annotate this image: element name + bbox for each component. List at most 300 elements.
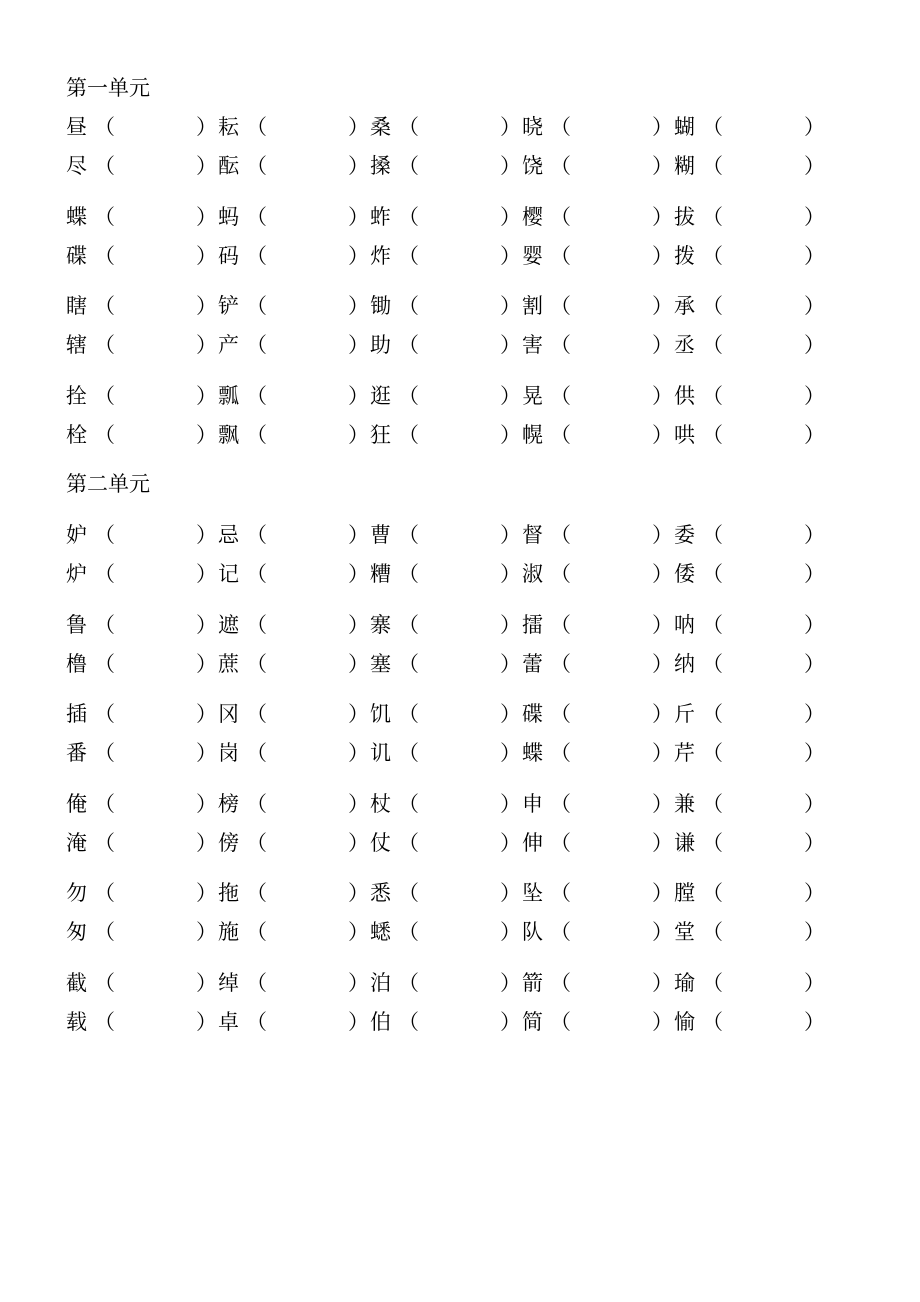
right-paren: ） [348, 562, 369, 586]
chinese-character: 昼 [66, 115, 87, 139]
right-paren: ） [652, 652, 673, 676]
left-paren: （ [550, 115, 571, 139]
right-paren: ） [804, 920, 825, 944]
left-paren: （ [246, 294, 267, 318]
right-paren: ） [804, 384, 825, 408]
left-paren: （ [550, 523, 571, 547]
right-paren: ） [348, 205, 369, 229]
char-row [66, 113, 846, 141]
right-paren: ） [196, 652, 217, 676]
chinese-character: 铲 [218, 294, 239, 318]
chinese-character: 炉 [66, 562, 87, 586]
left-paren: （ [246, 741, 267, 765]
left-paren: （ [702, 971, 723, 995]
right-paren: ） [652, 881, 673, 905]
right-paren: ） [804, 881, 825, 905]
right-paren: ） [652, 792, 673, 816]
chinese-character: 搡 [370, 154, 391, 178]
left-paren: （ [550, 702, 571, 726]
chinese-character: 产 [218, 333, 239, 357]
right-paren: ） [652, 154, 673, 178]
right-paren: ） [348, 920, 369, 944]
right-paren: ） [804, 613, 825, 637]
chinese-character: 寨 [370, 613, 391, 637]
chinese-character: 耘 [218, 115, 239, 139]
right-paren: ） [652, 384, 673, 408]
chinese-character: 队 [522, 920, 543, 944]
chinese-character: 俺 [66, 792, 87, 816]
right-paren: ） [804, 1010, 825, 1034]
left-paren: （ [94, 881, 115, 905]
chinese-character: 督 [522, 523, 543, 547]
chinese-character: 斤 [674, 702, 695, 726]
right-paren: ） [652, 920, 673, 944]
chinese-character: 酝 [218, 154, 239, 178]
char-row [66, 879, 846, 907]
char-row [66, 152, 846, 180]
left-paren: （ [550, 154, 571, 178]
left-paren: （ [550, 831, 571, 855]
right-paren: ） [652, 702, 673, 726]
chinese-character: 蝶 [522, 741, 543, 765]
chinese-character: 纳 [674, 652, 695, 676]
right-paren: ） [804, 205, 825, 229]
right-paren: ） [804, 702, 825, 726]
left-paren: （ [94, 294, 115, 318]
right-paren: ） [500, 831, 521, 855]
char-row [66, 790, 846, 818]
right-paren: ） [196, 831, 217, 855]
right-paren: ） [196, 613, 217, 637]
left-paren: （ [398, 333, 419, 357]
left-paren: （ [94, 523, 115, 547]
char-row [66, 242, 846, 270]
right-paren: ） [196, 154, 217, 178]
right-paren: ） [500, 702, 521, 726]
left-paren: （ [550, 881, 571, 905]
chinese-character: 悉 [370, 881, 391, 905]
left-paren: （ [398, 423, 419, 447]
left-paren: （ [702, 920, 723, 944]
right-paren: ） [196, 920, 217, 944]
right-paren: ） [500, 562, 521, 586]
right-paren: ） [804, 652, 825, 676]
left-paren: （ [550, 244, 571, 268]
left-paren: （ [550, 971, 571, 995]
right-paren: ） [196, 562, 217, 586]
left-paren: （ [550, 613, 571, 637]
left-paren: （ [702, 384, 723, 408]
right-paren: ） [652, 244, 673, 268]
left-paren: （ [94, 652, 115, 676]
right-paren: ） [804, 244, 825, 268]
char-row [66, 611, 846, 639]
right-paren: ） [196, 384, 217, 408]
left-paren: （ [702, 294, 723, 318]
chinese-character: 施 [218, 920, 239, 944]
right-paren: ） [804, 741, 825, 765]
right-paren: ） [652, 115, 673, 139]
chinese-character: 糊 [674, 154, 695, 178]
chinese-character: 蚱 [370, 205, 391, 229]
left-paren: （ [398, 792, 419, 816]
right-paren: ） [500, 115, 521, 139]
chinese-character: 绰 [218, 971, 239, 995]
left-paren: （ [94, 562, 115, 586]
unit-title: 第一单元 [66, 76, 150, 100]
left-paren: （ [94, 423, 115, 447]
chinese-character: 简 [522, 1010, 543, 1034]
right-paren: ） [652, 333, 673, 357]
chinese-character: 丞 [674, 333, 695, 357]
chinese-character: 岗 [218, 741, 239, 765]
chinese-character: 供 [674, 384, 695, 408]
char-row [66, 969, 846, 997]
left-paren: （ [550, 920, 571, 944]
left-paren: （ [246, 115, 267, 139]
right-paren: ） [500, 205, 521, 229]
right-paren: ） [804, 423, 825, 447]
right-paren: ） [804, 792, 825, 816]
chinese-character: 割 [522, 294, 543, 318]
left-paren: （ [398, 741, 419, 765]
chinese-character: 瓢 [218, 384, 239, 408]
chinese-character: 辖 [66, 333, 87, 357]
right-paren: ） [348, 244, 369, 268]
right-paren: ） [804, 115, 825, 139]
right-paren: ） [500, 792, 521, 816]
right-paren: ） [196, 333, 217, 357]
right-paren: ） [804, 154, 825, 178]
left-paren: （ [398, 971, 419, 995]
left-paren: （ [702, 881, 723, 905]
left-paren: （ [94, 613, 115, 637]
chinese-character: 伯 [370, 1010, 391, 1034]
chinese-character: 泊 [370, 971, 391, 995]
right-paren: ） [652, 294, 673, 318]
left-paren: （ [702, 652, 723, 676]
left-paren: （ [550, 423, 571, 447]
left-paren: （ [94, 205, 115, 229]
chinese-character: 勿 [66, 881, 87, 905]
left-paren: （ [398, 881, 419, 905]
chinese-character: 榜 [218, 792, 239, 816]
char-row [66, 292, 846, 320]
left-paren: （ [702, 205, 723, 229]
right-paren: ） [196, 423, 217, 447]
left-paren: （ [702, 244, 723, 268]
right-paren: ） [196, 792, 217, 816]
chinese-character: 忌 [218, 523, 239, 547]
right-paren: ） [500, 741, 521, 765]
left-paren: （ [246, 523, 267, 547]
chinese-character: 讥 [370, 741, 391, 765]
chinese-character: 狂 [370, 423, 391, 447]
right-paren: ） [348, 294, 369, 318]
right-paren: ） [348, 613, 369, 637]
char-row [66, 521, 846, 549]
chinese-character: 饥 [370, 702, 391, 726]
left-paren: （ [702, 792, 723, 816]
chinese-character: 拖 [218, 881, 239, 905]
left-paren: （ [246, 652, 267, 676]
chinese-character: 芹 [674, 741, 695, 765]
chinese-character: 樱 [522, 205, 543, 229]
right-paren: ） [348, 115, 369, 139]
left-paren: （ [398, 831, 419, 855]
left-paren: （ [550, 741, 571, 765]
char-row [66, 421, 846, 449]
right-paren: ） [196, 702, 217, 726]
left-paren: （ [94, 920, 115, 944]
chinese-character: 卓 [218, 1010, 239, 1034]
left-paren: （ [550, 205, 571, 229]
left-paren: （ [94, 971, 115, 995]
right-paren: ） [804, 831, 825, 855]
left-paren: （ [246, 333, 267, 357]
right-paren: ） [500, 384, 521, 408]
chinese-character: 哄 [674, 423, 695, 447]
chinese-character: 载 [66, 1010, 87, 1034]
chinese-character: 淹 [66, 831, 87, 855]
right-paren: ） [348, 831, 369, 855]
char-row [66, 918, 846, 946]
chinese-character: 拨 [674, 244, 695, 268]
left-paren: （ [94, 702, 115, 726]
right-paren: ） [652, 1010, 673, 1034]
right-paren: ） [348, 792, 369, 816]
left-paren: （ [702, 831, 723, 855]
right-paren: ） [348, 384, 369, 408]
left-paren: （ [550, 792, 571, 816]
left-paren: （ [702, 702, 723, 726]
left-paren: （ [398, 523, 419, 547]
left-paren: （ [246, 881, 267, 905]
chinese-character: 拴 [66, 384, 87, 408]
char-row [66, 829, 846, 857]
right-paren: ） [500, 652, 521, 676]
right-paren: ） [196, 741, 217, 765]
chinese-character: 截 [66, 971, 87, 995]
right-paren: ） [348, 881, 369, 905]
chinese-character: 坠 [522, 881, 543, 905]
left-paren: （ [94, 244, 115, 268]
left-paren: （ [246, 971, 267, 995]
left-paren: （ [702, 423, 723, 447]
right-paren: ） [500, 1010, 521, 1034]
chinese-character: 蝶 [66, 205, 87, 229]
right-paren: ） [652, 205, 673, 229]
chinese-character: 尽 [66, 154, 87, 178]
chinese-character: 蚂 [218, 205, 239, 229]
chinese-character: 谦 [674, 831, 695, 855]
right-paren: ） [500, 613, 521, 637]
left-paren: （ [702, 1010, 723, 1034]
right-paren: ） [348, 702, 369, 726]
right-paren: ） [348, 423, 369, 447]
left-paren: （ [398, 652, 419, 676]
left-paren: （ [94, 792, 115, 816]
chinese-character: 番 [66, 741, 87, 765]
left-paren: （ [246, 1010, 267, 1034]
chinese-character: 愉 [674, 1010, 695, 1034]
chinese-character: 箭 [522, 971, 543, 995]
chinese-character: 委 [674, 523, 695, 547]
right-paren: ） [500, 881, 521, 905]
right-paren: ） [804, 562, 825, 586]
left-paren: （ [702, 741, 723, 765]
left-paren: （ [246, 920, 267, 944]
chinese-character: 妒 [66, 523, 87, 547]
right-paren: ） [196, 205, 217, 229]
chinese-character: 匆 [66, 920, 87, 944]
chinese-character: 锄 [370, 294, 391, 318]
left-paren: （ [398, 384, 419, 408]
right-paren: ） [652, 613, 673, 637]
right-paren: ） [348, 652, 369, 676]
left-paren: （ [246, 613, 267, 637]
left-paren: （ [550, 294, 571, 318]
char-row [66, 382, 846, 410]
chinese-character: 栓 [66, 423, 87, 447]
right-paren: ） [196, 1010, 217, 1034]
chinese-character: 瞎 [66, 294, 87, 318]
left-paren: （ [94, 333, 115, 357]
left-paren: （ [398, 294, 419, 318]
chinese-character: 害 [522, 333, 543, 357]
right-paren: ） [348, 1010, 369, 1034]
chinese-character: 塞 [370, 652, 391, 676]
right-paren: ） [196, 971, 217, 995]
left-paren: （ [398, 244, 419, 268]
right-paren: ） [348, 971, 369, 995]
chinese-character: 桑 [370, 115, 391, 139]
left-paren: （ [702, 523, 723, 547]
char-row [66, 331, 846, 359]
chinese-character: 晃 [522, 384, 543, 408]
chinese-character: 记 [218, 562, 239, 586]
left-paren: （ [398, 154, 419, 178]
right-paren: ） [196, 881, 217, 905]
left-paren: （ [246, 562, 267, 586]
right-paren: ） [652, 562, 673, 586]
left-paren: （ [702, 562, 723, 586]
left-paren: （ [246, 384, 267, 408]
chinese-character: 饶 [522, 154, 543, 178]
left-paren: （ [94, 1010, 115, 1034]
right-paren: ） [348, 154, 369, 178]
right-paren: ） [652, 741, 673, 765]
right-paren: ） [804, 333, 825, 357]
chinese-character: 傍 [218, 831, 239, 855]
left-paren: （ [702, 613, 723, 637]
chinese-character: 伸 [522, 831, 543, 855]
right-paren: ） [196, 294, 217, 318]
right-paren: ） [500, 423, 521, 447]
chinese-character: 冈 [218, 702, 239, 726]
left-paren: （ [94, 154, 115, 178]
left-paren: （ [246, 423, 267, 447]
chinese-character: 鲁 [66, 613, 87, 637]
chinese-character: 蟋 [370, 920, 391, 944]
chinese-character: 瑜 [674, 971, 695, 995]
right-paren: ） [196, 523, 217, 547]
right-paren: ） [348, 523, 369, 547]
chinese-character: 蕾 [522, 652, 543, 676]
chinese-character: 杖 [370, 792, 391, 816]
chinese-character: 蝴 [674, 115, 695, 139]
chinese-character: 曹 [370, 523, 391, 547]
chinese-character: 申 [522, 792, 543, 816]
chinese-character: 插 [66, 702, 87, 726]
left-paren: （ [550, 333, 571, 357]
right-paren: ） [196, 115, 217, 139]
chinese-character: 堂 [674, 920, 695, 944]
right-paren: ） [804, 523, 825, 547]
unit-title: 第二单元 [66, 472, 150, 496]
chinese-character: 逛 [370, 384, 391, 408]
left-paren: （ [398, 562, 419, 586]
chinese-character: 糟 [370, 562, 391, 586]
chinese-character: 拔 [674, 205, 695, 229]
char-row [66, 203, 846, 231]
right-paren: ） [804, 971, 825, 995]
char-row [66, 739, 846, 767]
right-paren: ） [652, 971, 673, 995]
left-paren: （ [702, 333, 723, 357]
left-paren: （ [94, 384, 115, 408]
right-paren: ） [500, 971, 521, 995]
chinese-character: 飘 [218, 423, 239, 447]
left-paren: （ [246, 154, 267, 178]
right-paren: ） [500, 920, 521, 944]
right-paren: ） [804, 294, 825, 318]
left-paren: （ [702, 115, 723, 139]
left-paren: （ [398, 702, 419, 726]
left-paren: （ [398, 115, 419, 139]
left-paren: （ [398, 1010, 419, 1034]
right-paren: ） [652, 423, 673, 447]
chinese-character: 码 [218, 244, 239, 268]
right-paren: ） [348, 333, 369, 357]
left-paren: （ [550, 384, 571, 408]
right-paren: ） [500, 523, 521, 547]
right-paren: ） [500, 244, 521, 268]
chinese-character: 仗 [370, 831, 391, 855]
chinese-character: 膛 [674, 881, 695, 905]
chinese-character: 兼 [674, 792, 695, 816]
chinese-character: 倭 [674, 562, 695, 586]
right-paren: ） [500, 154, 521, 178]
left-paren: （ [702, 154, 723, 178]
chinese-character: 遮 [218, 613, 239, 637]
right-paren: ） [500, 333, 521, 357]
char-row [66, 700, 846, 728]
left-paren: （ [398, 613, 419, 637]
left-paren: （ [94, 741, 115, 765]
chinese-character: 碟 [66, 244, 87, 268]
right-paren: ） [652, 523, 673, 547]
chinese-character: 淑 [522, 562, 543, 586]
left-paren: （ [246, 792, 267, 816]
right-paren: ） [348, 741, 369, 765]
left-paren: （ [246, 205, 267, 229]
chinese-character: 婴 [522, 244, 543, 268]
right-paren: ） [196, 244, 217, 268]
left-paren: （ [246, 831, 267, 855]
left-paren: （ [246, 244, 267, 268]
right-paren: ） [500, 294, 521, 318]
